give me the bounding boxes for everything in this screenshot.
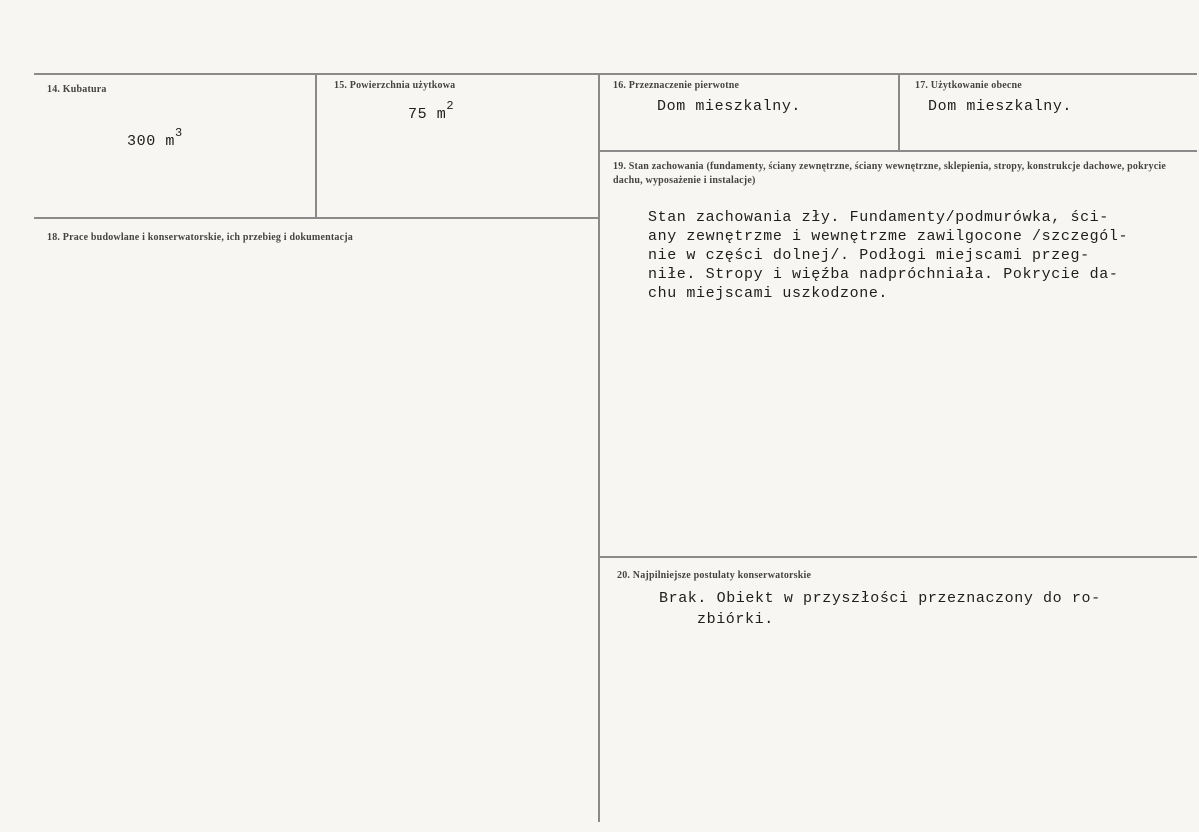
field-20-label: 20. Najpilniejsze postulaty konserwatorskie	[617, 570, 812, 581]
field-19-text	[648, 208, 1128, 303]
field-19-line: chu miejscami uszkodzone.	[648, 285, 889, 302]
rule-under-16-17	[598, 150, 1197, 152]
field-17-value: Dom mieszkalny.	[928, 98, 1073, 115]
field-18-label: 18. Prace budowlane i konserwatorskie, ich przebieg i dokumentacja	[47, 232, 353, 243]
field-16-label: 16. Przeznaczenie pierwotne	[613, 80, 740, 91]
field-17-label: 17. Użytkowanie obecne	[915, 80, 1022, 91]
field-15-label: 15. Powierzchnia użytkowa	[334, 80, 456, 91]
field-19-line: any zewnętrzme i wewnętrzme zawilgocone /szczegól-	[648, 228, 1129, 245]
field-20-line: zbiórki.	[697, 611, 774, 628]
rule-under-14-15	[34, 217, 600, 219]
field-19-line: niłe. Stropy i więźba nadpróchniała. Pokrycie da-	[648, 266, 1119, 283]
divider-14-15	[315, 73, 317, 219]
field-19-label: 19. Stan zachowania (fundamenty, ściany zewnętrzne, ściany wewnętrzne, sklepienia, stropy, konstrukcje dachowe, pokrycie dachu, wyposażenie i instalacje)	[613, 161, 1166, 186]
top-rule	[34, 73, 1197, 75]
rule-under-19	[598, 556, 1197, 558]
field-16-value: Dom mieszkalny.	[657, 98, 802, 115]
field-20-line: Brak. Obiekt w przyszłości przeznaczony do ro-	[659, 590, 1101, 607]
field-19-line: Stan zachowania zły. Fundamenty/podmurówka, ści-	[648, 209, 1109, 226]
divider-left-right	[598, 73, 600, 822]
field-19-line: nie w części dolnej/. Podłogi miejscami przeg-	[648, 247, 1090, 264]
divider-16-17	[898, 73, 900, 151]
field-14-value: 300 $m^3$	[127, 126, 183, 150]
field-14-label: 14. Kubatura	[47, 84, 107, 95]
field-15-value: 75 $m^2$	[408, 99, 455, 123]
